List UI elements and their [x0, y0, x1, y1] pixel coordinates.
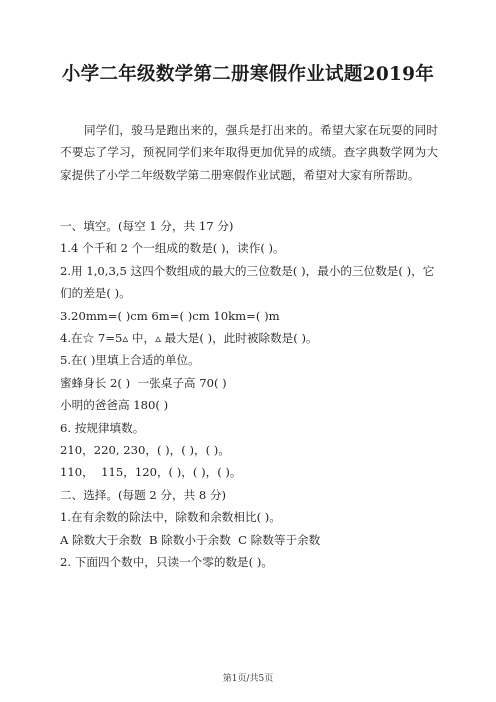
question-line: 小明的爸爸高 180( ) — [60, 398, 169, 413]
question-line: 210，220, 230，( )，( )，( )。 — [60, 443, 230, 458]
question-line: 1.4 个千和 2 个一组成的数是( )，读作( )。 — [60, 241, 285, 256]
question-line: 2. 下面四个数中，只读一个零的数是( )。 — [60, 555, 273, 570]
question-line: 2.用 1,0,3,5 这四个数组成的最大的三位数是( )，最小的三位数是( )，它们的差是( )。 — [60, 263, 435, 301]
page-footer: 第1页/共5页 — [222, 674, 274, 684]
question-line: 1.在有余数的除法中，除数和余数相比( )。 — [60, 510, 281, 525]
question-line: 蜜蜂身长 2( ) 一张桌子高 70( ) — [60, 375, 227, 390]
question-line: 5.在( )里填上合适的单位。 — [60, 353, 200, 368]
section-heading-choice: 二、选择。(每题 2 分，共 8 分) — [60, 487, 227, 502]
document-title: 小学二年级数学第二册寒假作业试题2019年 — [61, 64, 435, 85]
question-line: 6. 按规律填数。 — [60, 420, 145, 435]
section-heading-fill-in: 一、填空。(每空 1 分，共 17 分) — [60, 219, 234, 233]
question-list — [60, 215, 438, 574]
intro-paragraph: 同学们，骏马是跑出来的，强兵是打出来的。希望大家在玩耍的同时不要忘了学习，预祝同学们来年取得更加优异的成绩。查字典数学网为大家提供了小学二年级数学第二册寒假作业试题，希望对大家有所帮助。 — [60, 123, 438, 182]
answer-options: A 除数大于余数 B 除数小于余数 C 除数等于余数 — [60, 532, 321, 547]
question-line: 3.20mm=( )cm 6m=( )cm 10km=( )m — [60, 308, 280, 323]
question-line: 110， 115，120，( )，( )，( )。 — [60, 465, 242, 480]
question-line: 4.在☆ 7=5▵ 中，▵ 最大是( )，此时被除数是( )。 — [60, 331, 318, 346]
